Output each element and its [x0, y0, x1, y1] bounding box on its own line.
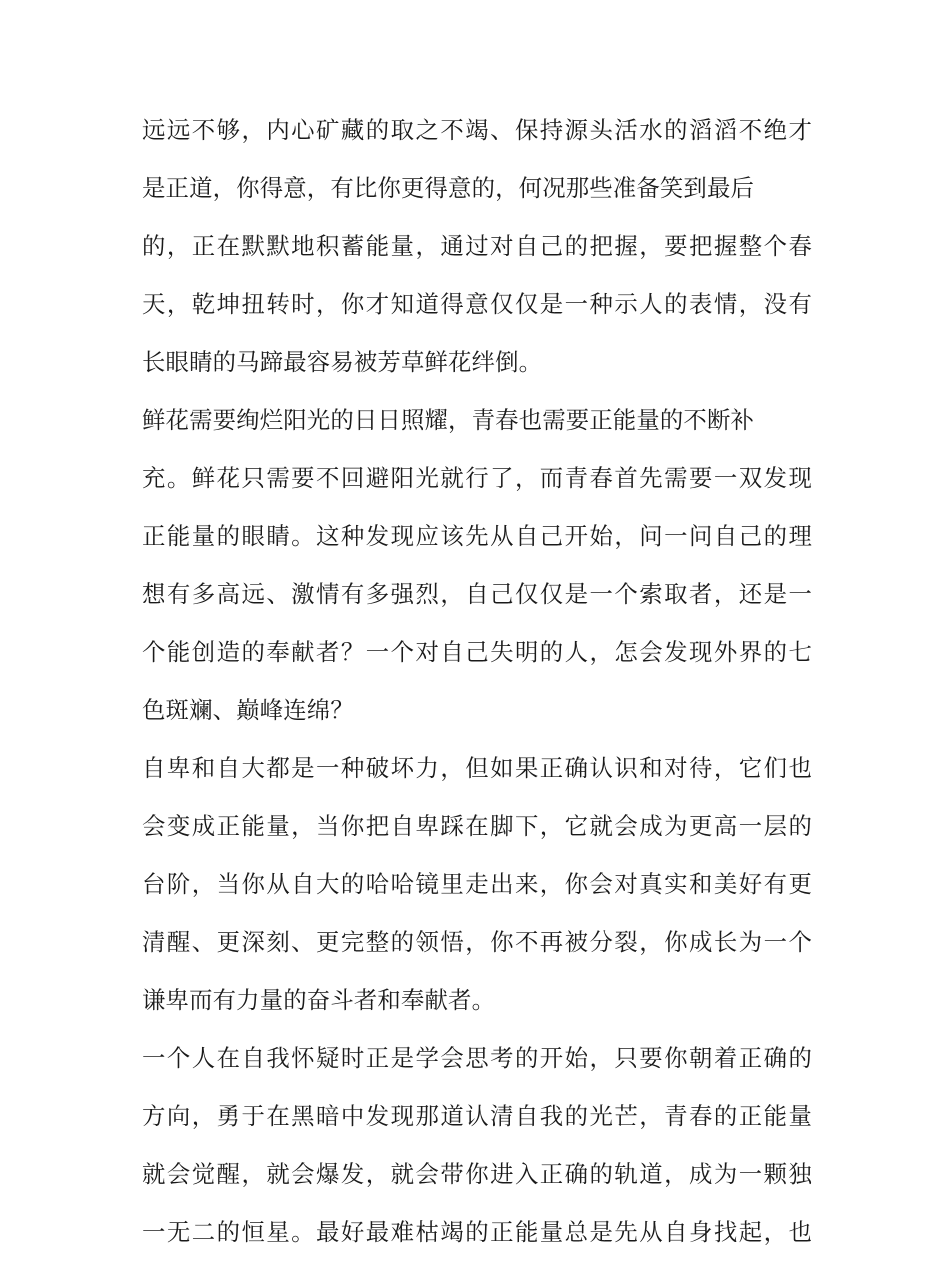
text-line: 个能创造的奉献者？一个对自己失明的人，怎会发现外界的七 [142, 638, 812, 666]
text-line: 谦卑而有力量的奋斗者和奉献者。 [142, 986, 496, 1014]
text-line: 充。鲜花只需要不回避阳光就行了，而青春首先需要一双发现 [142, 464, 812, 492]
text-line: 远远不够，内心矿藏的取之不竭、保持源头活水的滔滔不绝才 [142, 116, 812, 144]
text-line: 长眼睛的马蹄最容易被芳草鲜花绊倒。 [142, 348, 543, 376]
text-line: 色斑斓、巅峰连绵？ [142, 696, 354, 724]
text-line: 的，正在默默地积蓄能量，通过对自己的把握，要把握整个春 [142, 232, 812, 260]
document-body [142, 108, 812, 1268]
text-line: 一无二的恒星。最好最难枯竭的正能量总是先从自身找起，也 [142, 1218, 812, 1246]
text-line: 清醒、更深刻、更完整的领悟，你不再被分裂，你成长为一个 [142, 928, 812, 956]
text-line: 正能量的眼睛。这种发现应该先从自己开始，问一问自己的理 [142, 522, 812, 550]
text-line: 天，乾坤扭转时，你才知道得意仅仅是一种示人的表情，没有 [142, 290, 812, 318]
text-line: 是正道，你得意，有比你更得意的，何况那些准备笑到最后 [142, 174, 755, 202]
text-line: 会变成正能量，当你把自卑踩在脚下，它就会成为更高一层的 [142, 812, 812, 840]
text-line: 自卑和自大都是一种破坏力，但如果正确认识和对待，它们也 [142, 754, 812, 782]
text-line: 想有多高远、激情有多强烈，自己仅仅是一个索取者，还是一 [142, 580, 812, 608]
text-line: 就会觉醒，就会爆发，就会带你进入正确的轨道，成为一颗独 [142, 1160, 812, 1188]
text-line: 鲜花需要绚烂阳光的日日照耀，青春也需要正能量的不断补 [142, 406, 755, 434]
text-line: 台阶，当你从自大的哈哈镜里走出来，你会对真实和美好有更 [142, 870, 812, 898]
text-line: 一个人在自我怀疑时正是学会思考的开始，只要你朝着正确的 [142, 1044, 812, 1072]
text-line: 方向，勇于在黑暗中发现那道认清自我的光芒，青春的正能量 [142, 1102, 812, 1130]
